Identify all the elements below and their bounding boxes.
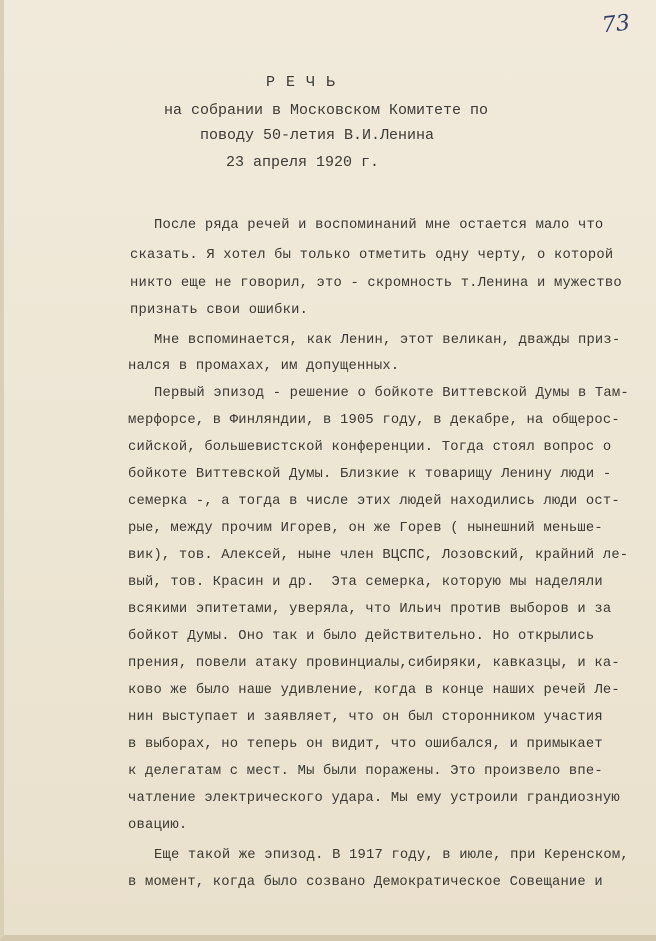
text-line: овацию.: [128, 818, 188, 833]
text-line: мерфорсе, в Финляндии, в 1905 году, в декабре, на общерос-: [128, 413, 620, 428]
document-subtitle-line-1: на собрании в Московском Комитете по: [164, 102, 489, 119]
text-line: всякими эпитетами, уверяла, что Ильич против выборов и за: [128, 602, 612, 617]
text-line: в выборах, но теперь он видит, что ошибался, и примыкает: [128, 737, 603, 752]
text-line: Мне вспоминается, как Ленин, этот великан, дважды приз-: [154, 333, 621, 348]
document-title: РЕЧЬ: [266, 74, 347, 91]
text-line: никто еще не говорил, это - скромность т.Ленина и мужество: [130, 276, 622, 291]
text-line: семерка -, а тогда в числе этих людей находились люди ост-: [128, 494, 620, 509]
document-date: 23 апреля 1920 г.: [226, 154, 380, 171]
text-line: нин выступает и заявляет, что он был сторонником участия: [128, 710, 603, 725]
text-line: к делегатам с мест. Мы были поражены. Это произвело впе-: [128, 764, 603, 779]
text-line: вик), тов. Алексей, ныне член ВЦСПС, Лозовский, крайний ле-: [128, 548, 629, 563]
text-line: Еще такой же эпизод. В 1917 году, в июле, при Керенском,: [154, 848, 629, 863]
text-line: рые, между прочим Игорев, он же Горев ( нынешний меньше-: [128, 521, 603, 536]
text-line: Первый эпизод - решение о бойкоте Виттевской Думы в Там-: [154, 386, 629, 401]
text-line: прения, повели атаку провинциалы,сибиряки, кавказцы, и ка-: [128, 656, 620, 671]
text-line: сказать. Я хотел бы только отметить одну черту, о которой: [130, 248, 614, 263]
text-line: вый, тов. Красин и др. Эта семерка, которую мы наделяли: [128, 575, 603, 590]
text-line: в момент, когда было созвано Демократическое Совещание и: [128, 875, 603, 890]
document-subtitle-line-2: поводу 50-летия В.И.Ленина: [200, 127, 435, 144]
text-line: ково же было наше удивление, когда в конце наших речей Ле-: [128, 683, 620, 698]
text-line: нался в промахах, им допущенных.: [128, 359, 400, 374]
text-line: сийской, большевистской конференции. Тогда стоял вопрос о: [128, 440, 612, 455]
text-line: чатление электрического удара. Мы ему устроили грандиозную: [128, 791, 620, 806]
text-line: После ряда речей и воспоминаний мне остается мало что: [154, 218, 604, 233]
text-line: бойкоте Виттевской Думы. Близкие к товарищу Ленину люди -: [128, 467, 612, 482]
text-line: бойкот Думы. Оно так и было действительно. Но открылись: [128, 629, 595, 644]
page-number: 73: [600, 10, 632, 39]
text-line: признать свои ошибки.: [130, 303, 309, 318]
